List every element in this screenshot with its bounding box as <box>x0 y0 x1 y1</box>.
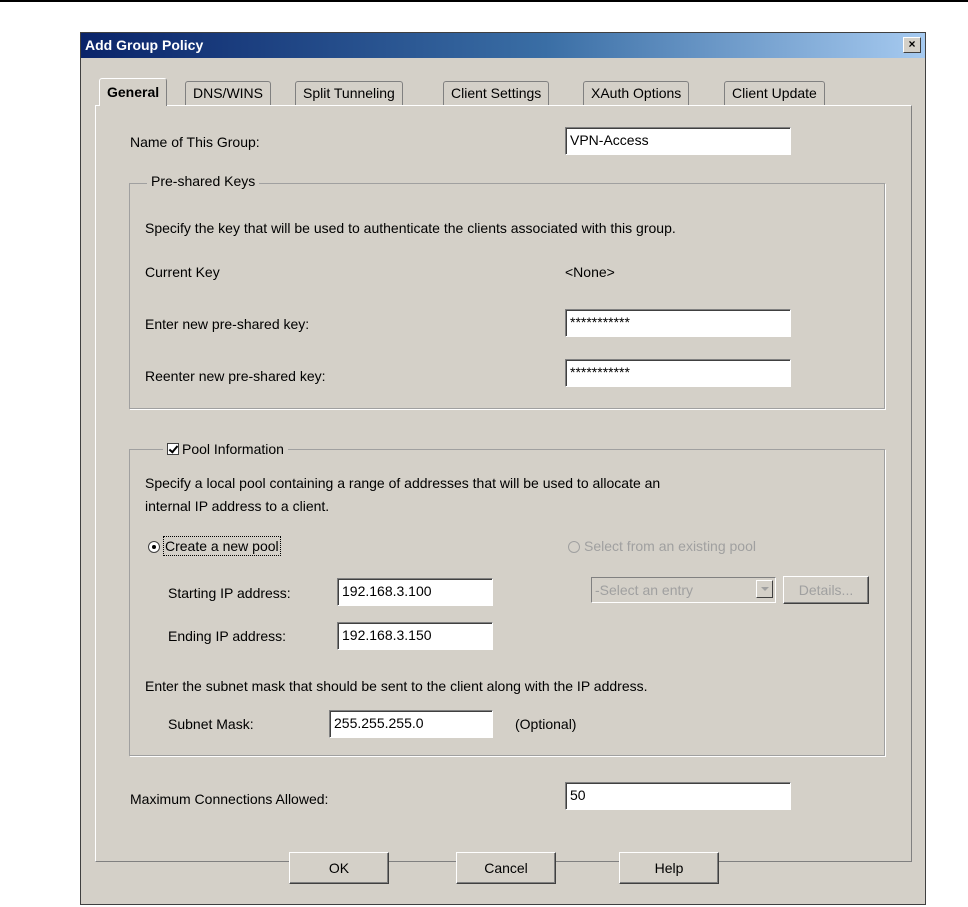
top-rule <box>0 0 968 2</box>
ok-button[interactable]: OK <box>289 852 389 884</box>
select-existing-pool-radio[interactable] <box>568 541 580 553</box>
tab-split-tunneling[interactable]: Split Tunneling <box>295 81 403 105</box>
help-button[interactable]: Help <box>619 852 719 884</box>
reenter-key-input[interactable]: *********** <box>565 359 791 387</box>
dialog-title: Add Group Policy <box>85 37 204 53</box>
tab-general[interactable]: General <box>99 78 167 106</box>
close-button[interactable] <box>903 37 921 53</box>
current-key-value: <None> <box>565 264 615 280</box>
reenter-key-label: Reenter new pre-shared key: <box>145 368 326 384</box>
subnet-description: Enter the subnet mask that should be sent to the client along with the IP address. <box>145 678 648 694</box>
starting-ip-label: Starting IP address: <box>168 585 291 601</box>
pool-information-legend: Pool Information <box>182 441 284 457</box>
group-name-label: Name of This Group: <box>130 134 260 150</box>
pool-description-line2: internal IP address to a client. <box>145 498 330 514</box>
create-new-pool-label[interactable]: Create a new pool <box>165 538 279 554</box>
pool-information-toggle[interactable] <box>163 441 288 457</box>
chevron-down-icon[interactable] <box>756 580 773 598</box>
tab-client-settings[interactable]: Client Settings <box>443 81 549 105</box>
tab-client-update[interactable]: Client Update <box>724 81 825 105</box>
add-group-policy-dialog <box>80 32 926 905</box>
new-key-input[interactable]: *********** <box>565 309 791 337</box>
close-icon: × <box>908 37 916 51</box>
details-button[interactable]: Details... <box>783 576 869 604</box>
current-key-label: Current Key <box>145 264 220 280</box>
tab-dns-wins[interactable]: DNS/WINS <box>185 81 271 105</box>
group-name-input[interactable]: VPN-Access <box>565 127 791 155</box>
max-connections-label: Maximum Connections Allowed: <box>130 791 329 807</box>
starting-ip-input[interactable]: 192.168.3.100 <box>337 578 493 606</box>
tab-xauth-options[interactable]: XAuth Options <box>583 81 689 105</box>
preshared-keys-legend: Pre-shared Keys <box>147 173 259 189</box>
pool-information-checkbox[interactable] <box>167 443 179 455</box>
ending-ip-label: Ending IP address: <box>168 628 287 644</box>
subnet-mask-input[interactable]: 255.255.255.0 <box>329 710 493 738</box>
create-new-pool-radio[interactable] <box>148 541 160 553</box>
ending-ip-input[interactable]: 192.168.3.150 <box>337 622 493 650</box>
preshared-description: Specify the key that will be used to authenticate the clients associated with this group. <box>145 220 676 236</box>
title-bar[interactable] <box>81 33 925 58</box>
subnet-mask-label: Subnet Mask: <box>168 716 254 732</box>
cancel-button[interactable]: Cancel <box>456 852 556 884</box>
new-key-label: Enter new pre-shared key: <box>145 316 310 332</box>
select-existing-pool-label[interactable]: Select from an existing pool <box>584 538 756 554</box>
max-connections-input[interactable]: 50 <box>565 782 791 810</box>
select-pool-dropdown[interactable] <box>591 577 776 603</box>
select-pool-value: -Select an entry <box>595 582 694 598</box>
pool-description-line1: Specify a local pool containing a range of addresses that will be used to allocate an <box>145 475 661 491</box>
subnet-optional-label: (Optional) <box>515 716 577 732</box>
